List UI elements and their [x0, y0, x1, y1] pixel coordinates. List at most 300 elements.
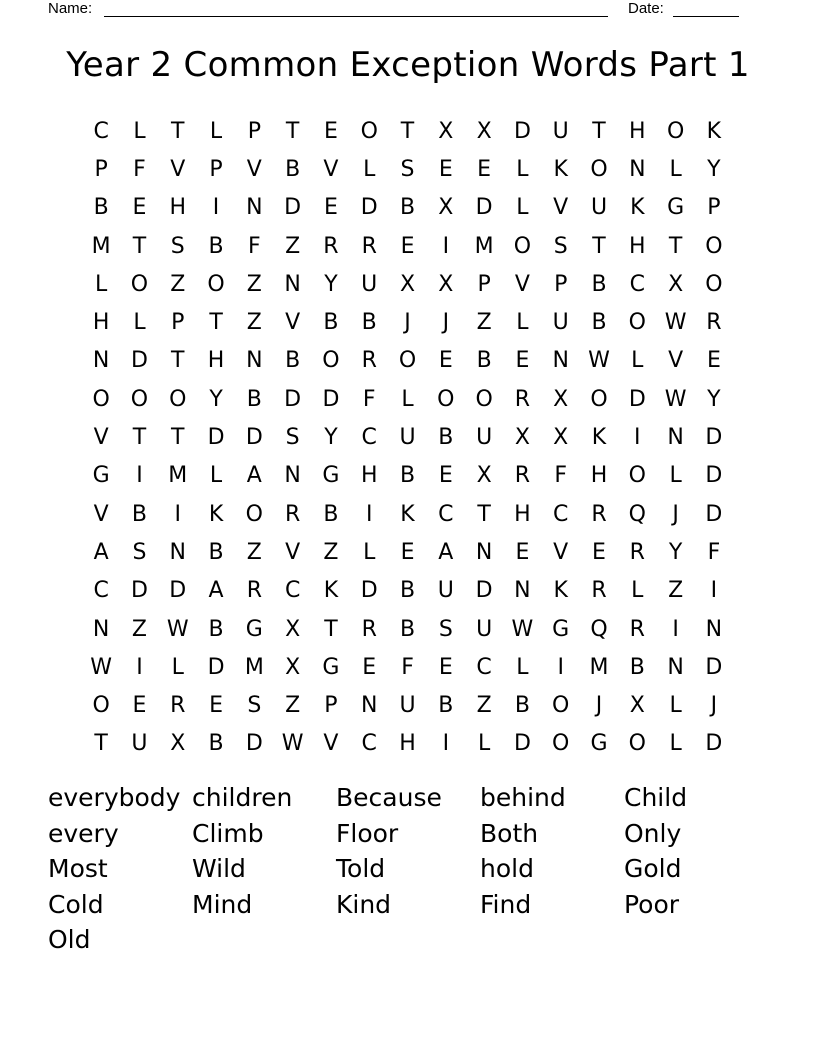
grid-cell: I: [672, 616, 679, 642]
grid-cell: N: [667, 654, 684, 680]
grid-cell: L: [209, 463, 223, 489]
grid-cell: C: [93, 118, 109, 144]
word-list-item: everybody: [48, 783, 181, 812]
grid-cell: B: [438, 693, 454, 719]
grid-cell: B: [285, 156, 301, 182]
grid-cell: X: [438, 195, 454, 221]
grid-cell: E: [400, 233, 415, 259]
grid-cell: B: [438, 425, 454, 451]
grid-cell: F: [554, 463, 568, 489]
grid-cell: B: [514, 693, 530, 719]
grid-cell: F: [248, 233, 261, 259]
word-list-item: Because: [336, 783, 442, 812]
grid-cell: Q: [590, 616, 608, 642]
grid-cell: E: [209, 693, 223, 719]
grid-cell: X: [285, 616, 301, 642]
grid-cell: O: [245, 501, 263, 527]
word-list-item: Cold: [48, 889, 104, 919]
grid-cell: I: [634, 425, 641, 451]
grid-cell: D: [245, 425, 263, 451]
grid-cell: B: [399, 616, 416, 642]
grid-cell: G: [92, 463, 110, 489]
grid-cell: B: [399, 463, 416, 489]
grid-cell: I: [710, 578, 718, 604]
grid-cell: B: [323, 501, 339, 527]
grid-cell: K: [591, 425, 607, 451]
grid-cell: R: [591, 578, 607, 604]
grid-cell: D: [513, 118, 531, 144]
grid-cell: T: [400, 118, 415, 144]
word-list-item: Mind: [192, 889, 253, 919]
name-label: Name:: [48, 0, 93, 17]
grid-cell: K: [400, 501, 415, 527]
grid-cell: O: [552, 693, 570, 719]
grid-cell: C: [93, 578, 109, 604]
grid-cell: R: [170, 693, 186, 719]
grid-cell: E: [362, 654, 377, 680]
grid-cell: Y: [707, 386, 721, 412]
grid-cell: Z: [170, 271, 186, 297]
grid-cell: Y: [668, 539, 683, 565]
grid-cell: D: [705, 463, 723, 489]
grid-cell: E: [438, 654, 453, 680]
grid-cell: W: [281, 731, 304, 757]
grid-cell: T: [171, 348, 185, 374]
grid-cell: X: [514, 425, 530, 451]
grid-cell: R: [514, 463, 531, 489]
grid-cell: N: [360, 693, 378, 719]
grid-cell: X: [668, 271, 684, 297]
grid-cell: S: [132, 539, 147, 565]
grid-cell: H: [169, 195, 187, 221]
grid-cell: O: [92, 693, 110, 719]
word-list-item: behind: [480, 783, 566, 812]
grid-cell: U: [552, 118, 569, 144]
grid-cell: O: [628, 310, 646, 336]
grid-cell: T: [132, 233, 147, 259]
grid-cell: G: [245, 616, 263, 642]
grid-cell: L: [516, 195, 529, 221]
grid-cell: D: [360, 578, 378, 604]
word-list-item: Floor: [336, 818, 399, 848]
grid-cell: C: [476, 654, 492, 680]
grid-cell: I: [557, 654, 564, 680]
grid-cell: T: [132, 425, 147, 451]
grid-cell: V: [514, 271, 530, 297]
grid-cell: P: [324, 693, 338, 719]
grid-cell: X: [476, 118, 492, 144]
grid-cell: C: [284, 578, 301, 604]
grid-cell: X: [438, 118, 454, 144]
grid-cell: Z: [285, 233, 301, 259]
grid-cell: O: [92, 386, 110, 412]
grid-cell: Y: [707, 156, 721, 182]
grid-cell: H: [514, 501, 531, 527]
grid-cell: J: [672, 501, 679, 527]
grid-cell: K: [630, 195, 645, 221]
grid-cell: S: [438, 616, 453, 642]
grid-cell: N: [246, 348, 263, 374]
grid-cell: T: [324, 616, 338, 642]
grid-cell: W: [664, 310, 687, 336]
grid-cell: V: [285, 310, 301, 336]
grid-cell: C: [361, 425, 377, 451]
grid-cell: R: [284, 501, 301, 527]
grid-cell: D: [207, 654, 225, 680]
grid-cell: Z: [246, 539, 262, 565]
word-list-item: every: [48, 818, 119, 848]
grid-cell: V: [553, 539, 569, 565]
grid-cell: O: [590, 156, 608, 182]
grid-cell: U: [476, 616, 493, 642]
grid-cell: E: [438, 348, 453, 374]
grid-cell: N: [705, 616, 723, 642]
grid-cell: B: [208, 233, 224, 259]
grid-cell: L: [363, 539, 376, 565]
grid-cell: M: [168, 463, 188, 489]
grid-cell: E: [323, 118, 338, 144]
grid-cell: L: [669, 156, 682, 182]
grid-cell: Y: [324, 425, 338, 451]
grid-cell: D: [705, 731, 723, 757]
grid-cell: O: [475, 386, 493, 412]
grid-cell: X: [285, 654, 301, 680]
grid-cell: Z: [476, 693, 492, 719]
grid-cell: O: [666, 118, 685, 144]
grid-cell: G: [590, 731, 608, 757]
grid-cell: B: [629, 654, 645, 680]
grid-cell: A: [208, 578, 224, 604]
word-list-item: Climb: [192, 818, 264, 848]
grid-cell: N: [475, 539, 493, 565]
grid-cell: M: [91, 233, 111, 259]
grid-cell: F: [707, 539, 721, 565]
grid-cell: E: [132, 693, 147, 719]
grid-cell: O: [169, 386, 187, 412]
grid-cell: I: [136, 654, 143, 680]
grid-cell: N: [552, 348, 569, 374]
grid-cell: K: [706, 118, 722, 144]
grid-cell: T: [592, 233, 606, 259]
grid-cell: R: [361, 616, 377, 642]
grid-cell: T: [94, 731, 108, 757]
grid-cell: G: [552, 616, 570, 642]
grid-cell: K: [208, 501, 224, 527]
grid-cell: P: [554, 271, 568, 297]
grid-cell: N: [514, 578, 531, 604]
grid-cell: J: [595, 693, 603, 719]
grid-cell: T: [477, 501, 491, 527]
grid-cell: A: [93, 539, 109, 565]
grid-cell: I: [136, 463, 143, 489]
grid-cell: B: [399, 195, 416, 221]
grid-cell: P: [171, 310, 185, 336]
grid-cell: B: [361, 310, 377, 336]
grid-cell: U: [590, 195, 608, 221]
grid-cell: V: [93, 501, 109, 527]
grid-cell: R: [514, 386, 531, 412]
grid-cell: Z: [668, 578, 684, 604]
grid-cell: V: [553, 195, 569, 221]
grid-cell: O: [628, 731, 646, 757]
grid-cell: M: [474, 233, 494, 259]
grid-cell: E: [592, 539, 606, 565]
grid-cell: D: [705, 654, 723, 680]
grid-cell: V: [246, 156, 262, 182]
grid-cell: P: [247, 118, 261, 144]
word-list: [48, 780, 768, 958]
word-list-item: Old: [48, 925, 91, 954]
grid-cell: O: [130, 271, 149, 297]
grid-cell: R: [246, 578, 262, 604]
grid-cell: N: [92, 616, 110, 642]
letter-grid: [82, 112, 733, 763]
grid-cell: O: [513, 233, 532, 259]
grid-cell: D: [284, 386, 302, 412]
grid-cell: R: [361, 233, 377, 259]
grid-cell: S: [285, 425, 300, 451]
grid-cell: V: [170, 156, 186, 182]
grid-cell: D: [130, 348, 148, 374]
grid-cell: L: [477, 731, 491, 757]
grid-cell: P: [477, 271, 491, 297]
grid-cell: K: [553, 578, 568, 604]
grid-cell: G: [322, 463, 340, 489]
grid-cell: L: [171, 654, 184, 680]
grid-cell: W: [511, 616, 534, 642]
grid-cell: Y: [209, 386, 223, 412]
grid-cell: J: [710, 693, 718, 719]
grid-cell: K: [323, 578, 339, 604]
grid-cell: G: [667, 195, 685, 221]
grid-cell: L: [209, 118, 223, 144]
grid-cell: V: [323, 156, 339, 182]
grid-cell: E: [323, 195, 338, 221]
grid-cell: W: [90, 654, 113, 680]
page-title: Year 2 Common Exception Words Part 1: [66, 45, 750, 85]
grid-cell: H: [399, 731, 416, 757]
grid-cell: N: [92, 348, 110, 374]
grid-cell: M: [244, 654, 264, 680]
grid-cell: Z: [246, 310, 262, 336]
grid-cell: E: [438, 156, 453, 182]
grid-cell: L: [516, 156, 529, 182]
grid-cell: H: [360, 463, 378, 489]
grid-cell: Z: [246, 271, 262, 297]
grid-cell: E: [400, 539, 415, 565]
grid-cell: P: [94, 156, 108, 182]
grid-cell: B: [208, 731, 224, 757]
grid-cell: U: [361, 271, 378, 297]
grid-cell: L: [95, 271, 108, 297]
grid-cell: S: [400, 156, 415, 182]
grid-cell: Z: [476, 310, 492, 336]
grid-cell: L: [516, 654, 529, 680]
grid-cell: O: [590, 386, 608, 412]
date-label: Date:: [628, 0, 664, 17]
grid-cell: O: [322, 348, 340, 374]
grid-cell: T: [592, 118, 606, 144]
grid-cell: Z: [131, 616, 147, 642]
grid-cell: D: [475, 578, 493, 604]
header: [0, 0, 816, 20]
grid-cell: R: [323, 233, 339, 259]
grid-cell: B: [591, 271, 607, 297]
grid-cell: F: [401, 654, 414, 680]
grid-cell: R: [629, 616, 645, 642]
grid-cell: X: [476, 463, 492, 489]
grid-cell: U: [476, 425, 493, 451]
grid-cell: W: [664, 386, 687, 412]
grid-cell: B: [323, 310, 339, 336]
grid-cell: E: [515, 539, 530, 565]
grid-cell: L: [363, 156, 376, 182]
grid-cell: C: [438, 501, 454, 527]
grid-cell: O: [130, 386, 149, 412]
grid-cell: B: [246, 386, 262, 412]
grid-cell: W: [166, 616, 189, 642]
grid-cell: H: [590, 463, 608, 489]
grid-cell: G: [322, 654, 340, 680]
grid-cell: N: [169, 539, 186, 565]
grid-cell: Z: [285, 693, 301, 719]
grid-cell: Y: [324, 271, 338, 297]
grid-cell: O: [628, 463, 646, 489]
grid-cell: L: [133, 310, 146, 336]
grid-cell: L: [669, 463, 682, 489]
grid-cell: T: [171, 425, 185, 451]
grid-cell: S: [170, 233, 185, 259]
grid-cell: D: [207, 425, 225, 451]
grid-cell: O: [437, 386, 455, 412]
grid-cell: D: [284, 195, 302, 221]
word-list-item: children: [192, 783, 293, 812]
grid-cell: F: [133, 156, 146, 182]
word-list-item: Told: [336, 854, 386, 883]
grid-cell: X: [553, 425, 569, 451]
grid-cell: B: [208, 539, 224, 565]
grid-cell: I: [442, 233, 450, 259]
grid-cell: X: [399, 271, 416, 297]
grid-cell: H: [629, 233, 646, 259]
grid-cell: L: [631, 578, 644, 604]
grid-cell: V: [668, 348, 684, 374]
grid-cell: B: [93, 195, 109, 221]
grid-cell: U: [437, 578, 454, 604]
grid-cell: B: [591, 310, 607, 336]
grid-cell: D: [513, 731, 531, 757]
grid-cell: P: [707, 195, 721, 221]
grid-cell: D: [245, 731, 263, 757]
word-list-item: Poor: [624, 889, 680, 919]
word-list-item: hold: [480, 854, 534, 883]
grid-cell: X: [553, 386, 569, 412]
grid-cell: D: [322, 386, 340, 412]
grid-cell: U: [131, 731, 148, 757]
grid-cell: M: [589, 654, 609, 680]
grid-cell: R: [706, 310, 722, 336]
word-list-item: Most: [48, 854, 108, 883]
grid-cell: O: [360, 118, 378, 144]
grid-cell: O: [207, 271, 225, 297]
grid-cell: F: [362, 386, 376, 412]
grid-cell: O: [552, 731, 570, 757]
grid-cell: H: [207, 348, 225, 374]
grid-cell: R: [361, 348, 377, 374]
grid-cell: X: [438, 271, 454, 297]
word-list-item: Find: [480, 889, 532, 919]
grid-cell: T: [171, 118, 185, 144]
grid-cell: O: [398, 348, 417, 374]
grid-cell: I: [212, 195, 220, 221]
grid-cell: T: [209, 310, 223, 336]
grid-cell: X: [629, 693, 645, 719]
grid-cell: A: [246, 463, 262, 489]
grid-cell: B: [208, 616, 224, 642]
grid-cell: N: [667, 425, 684, 451]
grid-cell: R: [591, 501, 607, 527]
grid-cell: D: [169, 578, 187, 604]
grid-cell: N: [284, 463, 301, 489]
grid-cell: J: [404, 310, 411, 336]
grid-cell: L: [133, 118, 146, 144]
grid-cell: C: [629, 271, 645, 297]
word-list-item: Both: [480, 818, 539, 848]
grid-cell: K: [553, 156, 568, 182]
word-list-item: Kind: [336, 889, 392, 919]
grid-cell: B: [476, 348, 492, 374]
grid-cell: A: [438, 539, 454, 565]
grid-cell: U: [399, 425, 416, 451]
grid-cell: H: [92, 310, 110, 336]
grid-cell: L: [401, 386, 414, 412]
grid-cell: Z: [323, 539, 339, 565]
grid-cell: V: [285, 539, 301, 565]
grid-cell: N: [284, 271, 301, 297]
grid-cell: E: [132, 195, 147, 221]
grid-cell: V: [323, 731, 339, 757]
grid-cell: E: [477, 156, 492, 182]
grid-cell: P: [209, 156, 223, 182]
grid-cell: J: [442, 310, 450, 336]
grid-cell: E: [706, 348, 721, 374]
grid-cell: O: [705, 233, 723, 259]
grid-cell: D: [628, 386, 646, 412]
grid-cell: D: [705, 501, 723, 527]
grid-cell: L: [669, 731, 682, 757]
grid-cell: C: [361, 731, 377, 757]
grid-cell: U: [399, 693, 416, 719]
grid-cell: U: [552, 310, 569, 336]
grid-cell: L: [631, 348, 644, 374]
grid-cell: I: [442, 731, 450, 757]
grid-cell: N: [629, 156, 646, 182]
grid-cell: T: [668, 233, 683, 259]
grid-cell: W: [588, 348, 610, 374]
grid-cell: H: [629, 118, 646, 144]
grid-cell: D: [360, 195, 378, 221]
name-field-line: [104, 16, 608, 17]
date-field-line: [673, 16, 739, 17]
grid-cell: B: [131, 501, 147, 527]
grid-cell: D: [475, 195, 493, 221]
word-list-item: Gold: [624, 854, 682, 883]
grid-cell: D: [705, 425, 723, 451]
grid-cell: L: [669, 693, 682, 719]
grid-cell: R: [629, 539, 645, 565]
word-list-item: Only: [624, 818, 682, 848]
grid-cell: L: [516, 310, 529, 336]
